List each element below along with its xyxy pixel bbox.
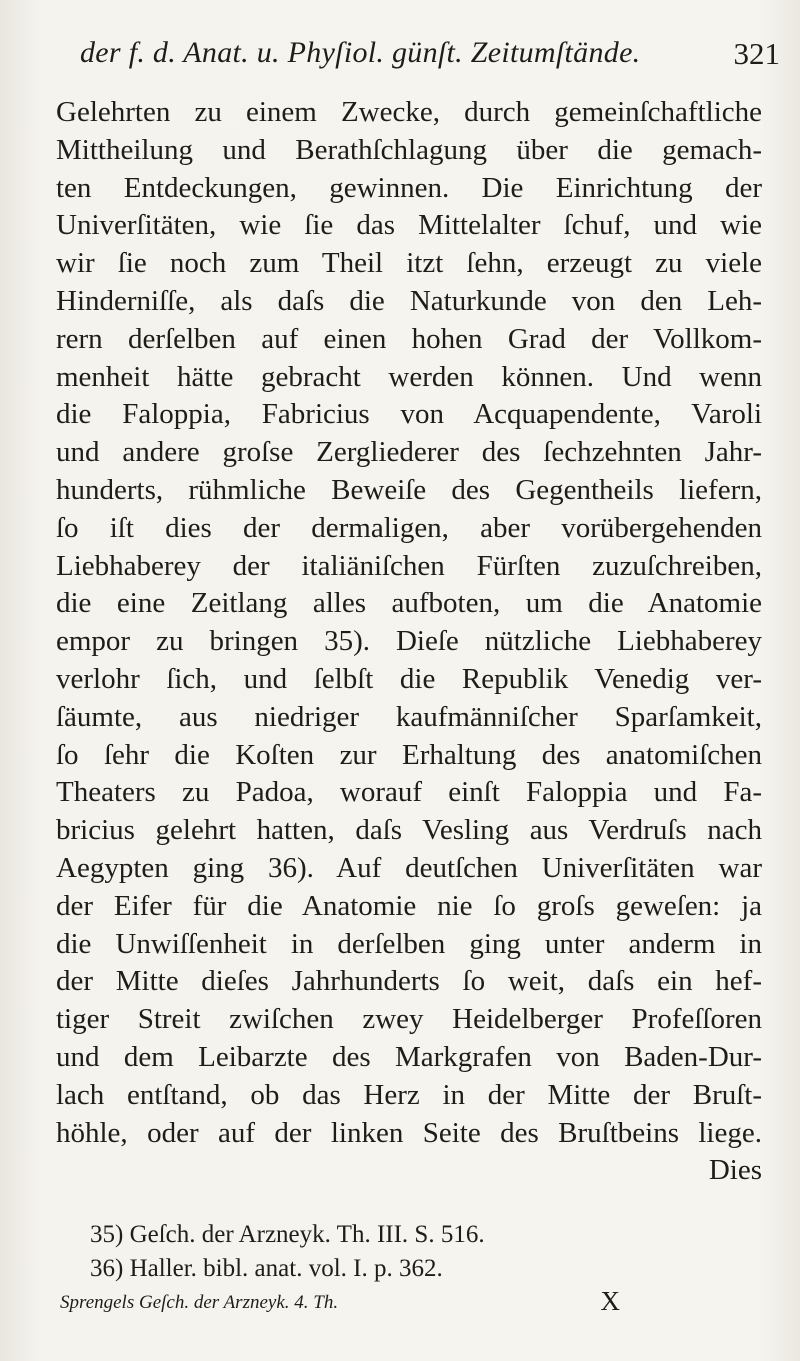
text-line: Aegypten ging 36). Auf deutſchen Univerſitäten war [56, 851, 762, 884]
running-head: der f. d. Anat. u. Phyſiol. günſt. Zeitumſtände. [80, 36, 641, 69]
text-line: Mittheilung und Berathſchlagung über die gemach- [56, 133, 762, 166]
text-line: Liebhaberey der italiäniſchen Fürſten zuzuſchreiben, [56, 549, 762, 582]
text-line: lach entſtand, ob das Herz in der Mitte der Bruſt- [56, 1078, 762, 1111]
text-line: wir ſie noch zum Theil itzt ſehn, erzeugt zu viele [56, 247, 762, 280]
text-line: der Eifer für die Anatomie nie ſo groſs geweſen: ja [56, 889, 762, 922]
text-line: menheit hätte gebracht werden können. Und wenn [56, 360, 762, 393]
text-line: Univerſitäten, wie ſie das Mittelalter ſchuf, und wie [56, 209, 762, 242]
text-line: bricius gelehrt hatten, daſs Vesling aus Verdruſs nach [56, 814, 762, 847]
printer-signature: Sprengels Geſch. der Arzneyk. 4. Th. [60, 1292, 339, 1313]
catchword: Dies [708, 1154, 762, 1187]
text-line: der Mitte dieſes Jahrhunderts ſo weit, daſs ein hef- [56, 965, 762, 998]
text-line: Gelehrten zu einem Zwecke, durch gemeinſchaftliche [56, 96, 762, 128]
text-line: rern derſelben auf einen hohen Grad der Vollkom- [56, 322, 762, 355]
text-line: verlohr ſich, und ſelbſt die Republik Venedig ver- [56, 662, 762, 695]
footnotes [90, 1218, 690, 1286]
footnote: 36) Haller. bibl. anat. vol. I. p. 362. [90, 1255, 443, 1282]
text-line: ſo ſehr die Koſten zur Erhaltung des anatomiſchen [56, 738, 762, 771]
text-line: die Unwiſſenheit in derſelben ging unter anderm in [56, 927, 762, 960]
text-line: ſäumte, aus niedriger kaufmänniſcher Sparſamkeit, [56, 700, 762, 733]
text-line: die eine Zeitlang alles aufboten, um die Anatomie [56, 587, 762, 620]
text-line: ſo iſt dies der dermaligen, aber vorübergehenden [56, 511, 762, 544]
text-line: tiger Streit zwiſchen zwey Heidelberger Profeſſoren [56, 1003, 762, 1036]
text-line: hunderts, rühmliche Beweiſe des Gegentheils liefern, [56, 473, 762, 506]
text-line: Theaters zu Padoa, worauf einſt Faloppia und Fa- [56, 776, 762, 809]
signature-line [60, 1286, 620, 1322]
text-line: und andere groſse Zergliederer des ſechzehnten Jahr- [56, 436, 762, 469]
footnote: 35) Geſch. der Arzneyk. Th. III. S. 516. [90, 1221, 485, 1248]
body-text [56, 94, 762, 1190]
sheet-mark: X [600, 1286, 620, 1316]
text-line: die Faloppia, Fabricius von Acquapendente, Varoli [56, 398, 762, 431]
text-line: ten Entdeckungen, gewinnen. Die Einrichtung der [56, 171, 762, 204]
page-number: 321 [733, 36, 780, 71]
text-line: höhle, oder auf der linken Seite des Bruſtbeins liege. [56, 1116, 762, 1149]
text-line: Hinderniſſe, als daſs die Naturkunde von den Leh- [56, 284, 762, 317]
text-line: empor zu bringen 35). Dieſe nützliche Liebhaberey [56, 625, 762, 658]
page-header [60, 36, 780, 86]
text-line: und dem Leibarzte des Markgrafen von Baden-Dur- [56, 1040, 762, 1073]
